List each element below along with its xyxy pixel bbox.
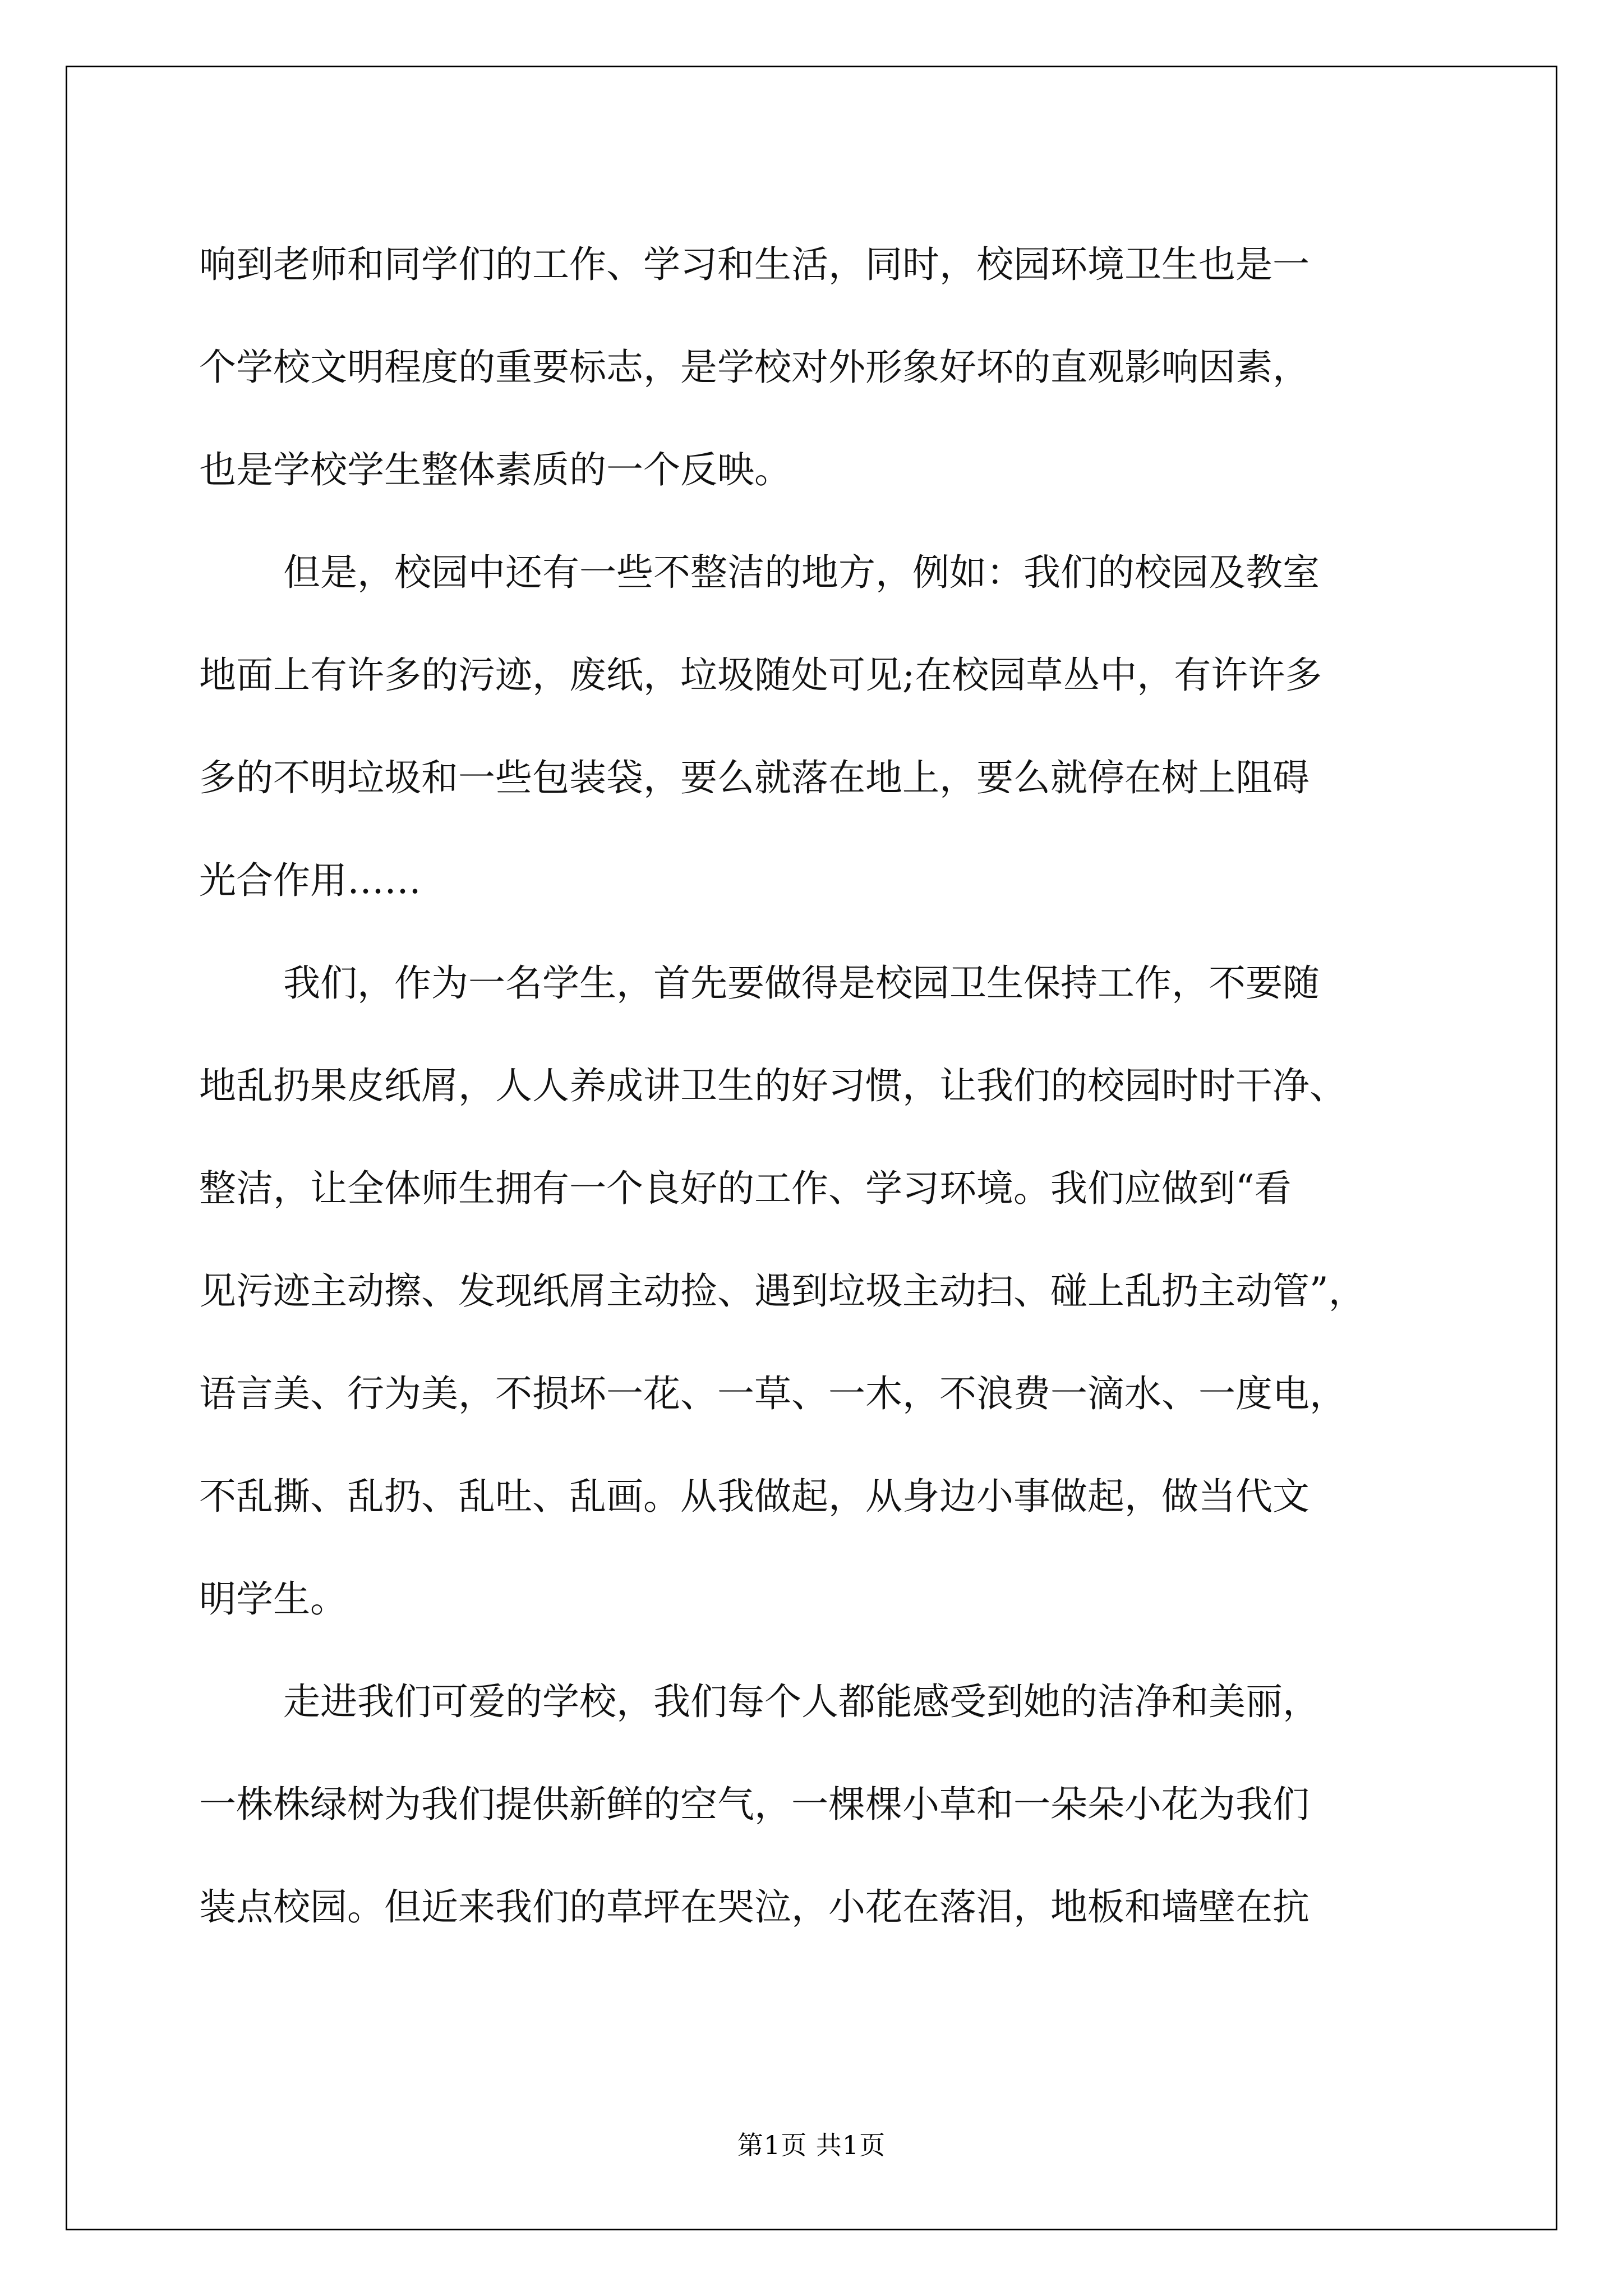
paragraph-first-line: 但是，校园中还有一些不整洁的地方，例如：我们的校园及教室	[283, 551, 1320, 594]
text-line: 地乱扔果皮纸屑，人人养成讲卫生的好习惯，让我们的校园时时干净、	[199, 1064, 1347, 1107]
text-line: 多的不明垃圾和一些包装袋，要么就落在地上，要么就停在树上阻碍	[199, 756, 1310, 799]
text-line: 一株株绿树为我们提供新鲜的空气，一棵棵小草和一朵朵小花为我们	[199, 1783, 1310, 1826]
text-line: 语言美、行为美，不损坏一花、一草、一木，不浪费一滴水、一度电，	[199, 1372, 1347, 1415]
text-line: 地面上有许多的污迹，废纸，垃圾随处可见;在校园草丛中，有许许多	[199, 654, 1322, 697]
text-line: 明学生。	[199, 1577, 347, 1621]
text-line: 整洁，让全体师生拥有一个良好的工作、学习环境。我们应做到“看	[199, 1167, 1292, 1210]
text-line: 装点校园。但近来我们的草坪在哭泣，小花在落泪，地板和墙壁在抗	[199, 1885, 1310, 1929]
text-line: 光合作用……	[199, 859, 421, 902]
page-number-footer: 第1页 共1页	[737, 2130, 886, 2160]
text-line: 也是学校学生整体素质的一个反映。	[199, 448, 791, 491]
paragraph-first-line: 走进我们可爱的学校，我们每个人都能感受到她的洁净和美丽，	[283, 1680, 1320, 1723]
document-body	[199, 213, 1450, 1958]
text-line: 响到老师和同学们的工作、学习和生活，同时，校园环境卫生也是一	[199, 243, 1310, 286]
text-line: 不乱撕、乱扔、乱吐、乱画。从我做起，从身边小事做起，做当代文	[199, 1475, 1310, 1518]
paragraph-first-line: 我们，作为一名学生，首先要做得是校园卫生保持工作，不要随	[283, 961, 1320, 1005]
text-line: 个学校文明程度的重要标志，是学校对外形象好坏的直观影响因素，	[199, 346, 1310, 389]
text-line: 见污迹主动擦、发现纸屑主动捡、遇到垃圾主动扫、碰上乱扔主动管”，	[199, 1269, 1366, 1313]
